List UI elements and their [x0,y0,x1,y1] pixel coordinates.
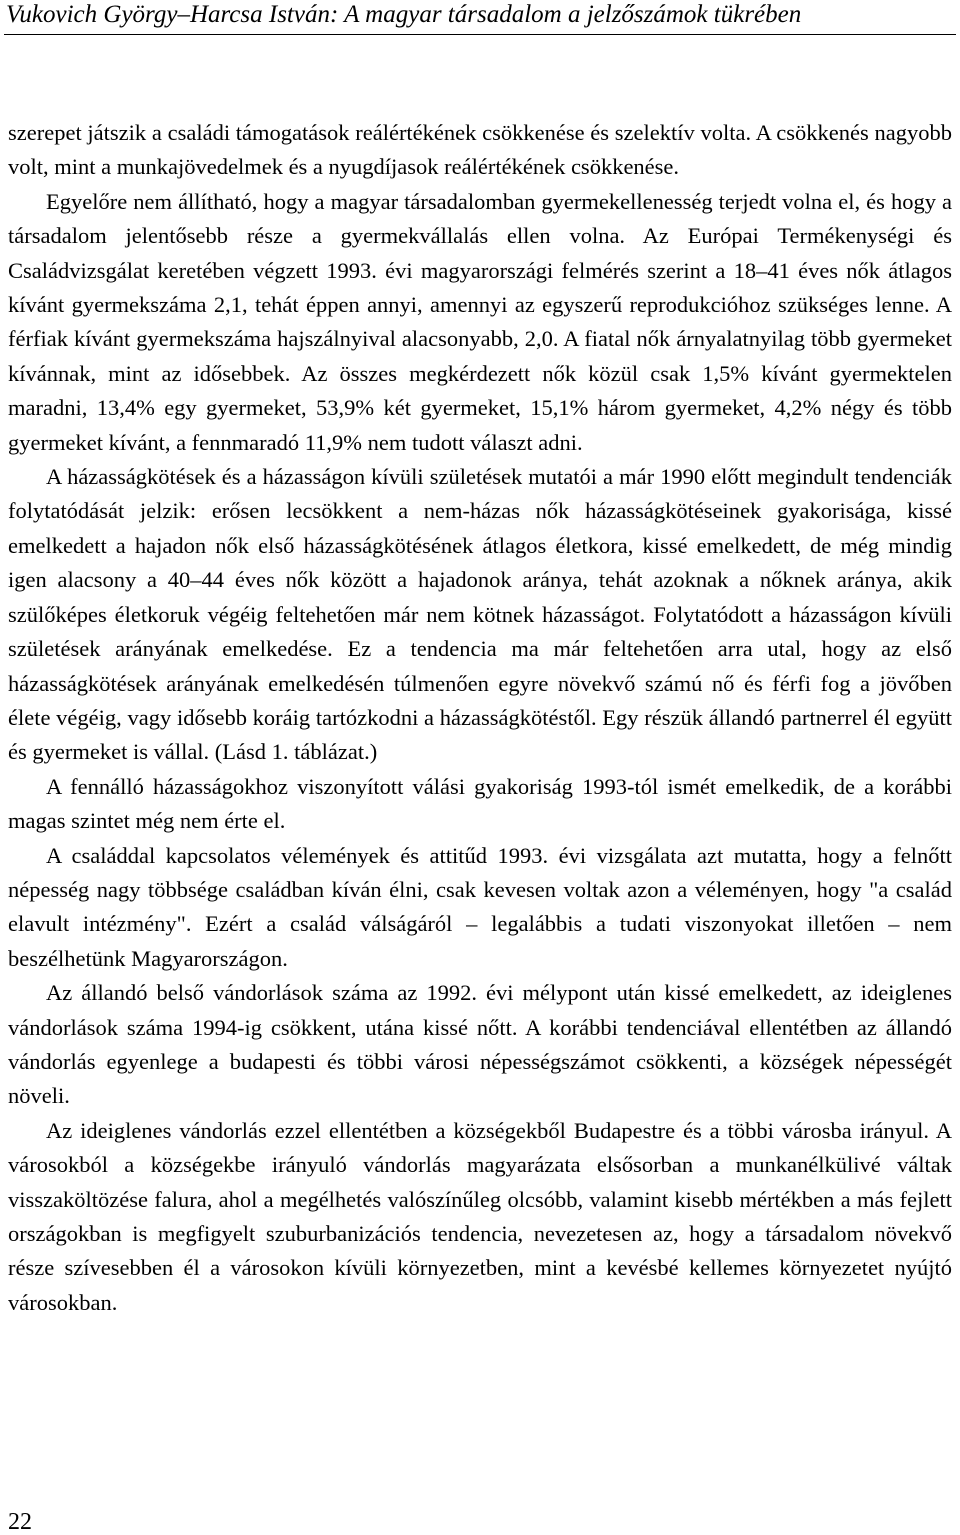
paragraph: Az állandó belső vándorlások száma az 1992. évi mélypont után kissé emelkedett, az ideiglenes vándorlások száma 1994-ig csökkent, utána kissé nőtt. A korábbi tendenciával ellentétben az állandó vándorlás egyenlege a budapesti és többi városi népességszámot csökkenti, a községek népességét növeli. [8,980,952,1109]
running-header [4,0,956,35]
paragraph: szerepet játszik a családi támogatások reálértékének csökkenése és szelektív volta. A csökkenés nagyobb volt, mint a munkajövedelmek és a nyugdíjasok reálértékének csökkenése. [8,120,952,180]
paragraph: Az ideiglenes vándorlás ezzel ellentétben a községekből Budapestre és a többi városba irányul. A városokból a községekbe irányuló vándorlás magyarázata elsősorban a munkanélkülivé váltak visszaköltözése falura, ahol a megélhetés valószínűleg olcsóbb, valamint kisebb mértékben a más fejlett országokban is megfigyelt szuburbanizációs tendencia, nevezetesen az, hogy a társadalom növekvő része szívesebben él a városokon kívüli környezetben, mint a kevésbé kellemes környezetet nyújtó városokban. [8,1117,952,1315]
paragraph: A fennálló házasságokhoz viszonyított válási gyakoriság 1993-tól ismét emelkedik, de a korábbi magas szintet még nem érte el. [8,773,952,834]
running-header-title: Vukovich György–Harcsa István: A magyar társadalom a jelzőszámok tükrében [6,1,802,28]
paragraph: A házasságkötések és a házasságon kívüli születések mutatói a már 1990 előtt megindult tendenciák folytatódását jelzik: erősen lecsökkent a nem-házas nők házasságkötéseinek gyakorisága, kissé emelkedett a hajadon nők első házasságkötésének átlagos életkora, kissé emelkedett, de még mindig igen alacsony a 40–44 éves nők között a hajadonok aránya, tehát azoknak a nőknek aránya, akik szülőképes életkoruk végéig feltehetően már nem kötnek házasságot. Folytatódott a házasságon kívüli születések arányának emelkedése. Ez a tendencia ma már feltehetően arra utal, hogy az első házasságkötések arányának emelkedésén túlmenően egyre növekvő számú nő és férfi fog a jövőben élete végéig, vagy idősebb koráig tartózkodni a házasságkötéstől. Egy részük állandó partnerrel él együtt és gyermeket is vállal. (Lásd 1. táblázat.) [8,464,952,765]
body-text [8,116,952,1320]
paragraph: A családdal kapcsolatos vélemények és attitűd 1993. évi vizsgálata azt mutatta, hogy a felnőtt népesség nagy többsége családban kíván élni, csak kevesen voltak azon a véleményen, hogy "a család elavult intézmény". Ezért a család válságáról – legalábbis a tudati viszonyokat illetően – nem beszélhetünk Magyarországon. [8,842,952,971]
paragraph: Egyelőre nem állítható, hogy a magyar társadalomban gyermekellenesség terjedt volna el, és hogy a társadalom jelentősebb része a gyermekvállalás ellen volna. Az Európai Termékenységi és Családvizsgálat keretében végzett 1993. évi magyarországi felmérés szerint a 18–41 éves nők átlagos kívánt gyermekszáma 2,1, tehát éppen annyi, amennyi az egyszerű reprodukcióhoz szükséges lenne. A férfiak kívánt gyermekszáma hajszálnyival alacsonyabb, 2,0. A fiatal nők árnyalatnyilag több gyermeket kívánnak, mint az idősebbek. Az összes megkérdezett nők közül csak 1,5% kívánt gyermektelen maradni, 13,4% egy gyermeket, 53,9% két gyermeket, 15,1% három gyermeket, 4,2% négy és több gyermeket kívánt, a fennmaradó 11,9% nem tudott választ adni. [8,188,952,455]
page-number: 22 [8,1509,32,1535]
